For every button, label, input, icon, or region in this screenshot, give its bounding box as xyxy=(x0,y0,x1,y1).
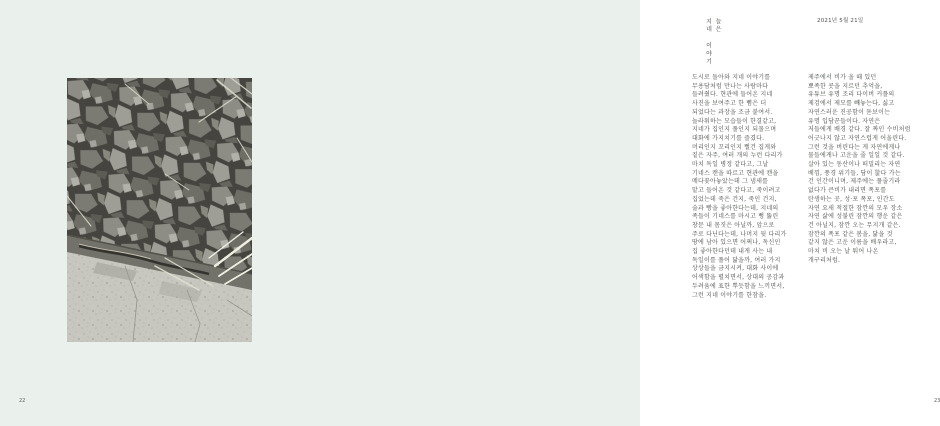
gravel-photo-illustration xyxy=(67,78,252,342)
vertical-title-column-right: 늘은 xyxy=(714,18,721,34)
vertical-title-column-left: 지네 이야기 xyxy=(704,18,712,66)
text-column-1: 도시로 돌아와 지네 이야기를 무용담처럼 만나는 사람마다 들려줬다. 현관에 들어온 지네 사진을 보여주고 한 뼘은 더 되었다는 과장을 조금 붙여서. 놀라워하는 모습들이 한결같고, 지네가 집인지 풀인지 되물으며 대화에 가지치기를 즐겼다. 머리인지 꼬리인지 뻘건 집게와 짙은 자주, 여러 개의 누런 다리가 마치 독일 병정 같다고, 그날 기네스 캔을 따르고 현관에 캔을 메다꽂아놓았는데 그 냄새를 맡고 들어온 것 같다고, 죽이려고 집었는데 죽은 건지, 죽인 건지, 술과 빵을 좋아한다는데, 지네의 족들이 기네스를 마시고 뻥 뚫린 창문 내 몸짓은 아닐까, 앞으로 주로 다닌다는데, 나머지 뒷 다리가 땅에 남아 있으면 어쩌나, 독신인 집 좋아한다던데 내게 사는 내 독일이를 풀어 닮을까, 여러 가지 상상들을 금지시켜, 대화 사이에 어색함을 펼치면서, 상대의 공감과 두려움에 표한 뿌듯함을 느끼면서, 그런 지네 이야기를 한참을. xyxy=(692,74,787,299)
left-page xyxy=(0,0,320,426)
page-number-right: 23 xyxy=(934,398,940,404)
text-column-2: 제주에서 비가 올 때 있던 뾰족한 콧을 지르던 추억을, 유튜브 유명 조리 다이버 커플의 제검에서 제모를 빼놓는다, 싫고 자연스러운 진공함이 돋보이는 유명 입담꾼들이다. 자연은 저들에게 배경 같다. 잘 짜인 수비처럼 어긋나지 않고 자연스럽게 어울린다. 그런 것을 버린다는 게 자연에게나 물들에게나 고운을 줄 일일 것 같다. 살아 있는 동산이나 떠밀리는 자연 베낌, 풍경 위기들, 담이 핥다 가는 건 인간이니며, 제주에는 풀줄기라 없다가 큰비가 내리면 폭포를 탄생하는 곳, 성·포 폭포, 인간도 자연 요새 적절한 잠깐의 모우 장소 자연 삶에 성불린 잠깐의 행운 같은 건 아닐지, 잠깐 오는 무지개 같은. 잠깐의 폭포 같은 봄을, 닮을 것 같지 않은 고운 이름을 배우라고, 마치 비 오는 날 튀어 나온 개구리처럼. xyxy=(808,74,911,264)
vertical-title xyxy=(703,18,722,82)
entry-date: 2021년 5월 21일 xyxy=(817,18,864,24)
gravel-photo xyxy=(67,78,252,342)
right-page xyxy=(320,0,940,426)
page-number-left: 22 xyxy=(19,398,26,404)
